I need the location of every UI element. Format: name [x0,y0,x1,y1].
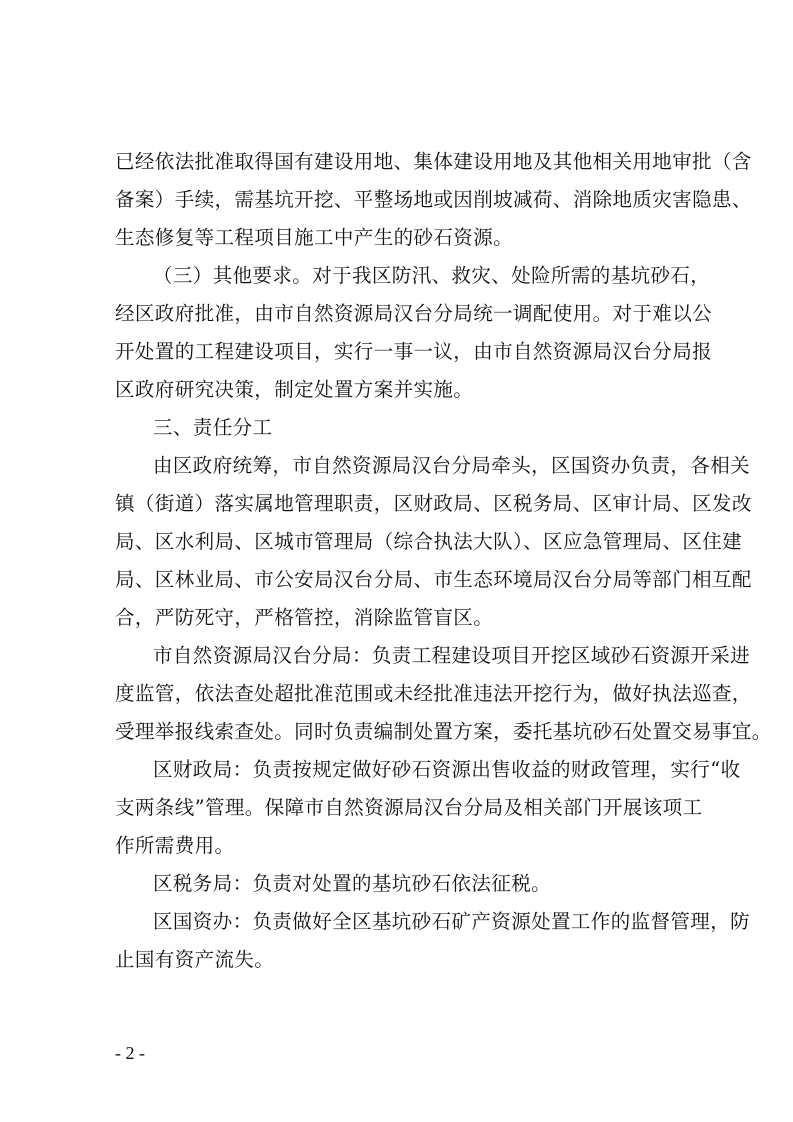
text-line: 受理举报线索查处。同时负责编制处置方案，委托基坑砂石处置交易事宜。 [115,720,772,743]
text-line: 已经依法批准取得国有建设用地、集体建设用地及其他相关用地审批（含 [115,150,752,173]
text-line: 度监管，依法查处超批准范围或未经批准违法开挖行为，做好执法巡查， [115,682,752,705]
text-line: 生态修复等工程项目施工中产生的砂石资源。 [115,226,514,249]
text-line: 作所需费用。 [115,834,235,857]
text-line: 市自然资源局汉台分局：负责工程建设项目开挖区域砂石资源开采进 [153,644,751,667]
text-line: 区国资办：负责做好全区基坑砂石矿产资源处置工作的监督管理，防 [153,910,751,933]
text-line: 区财政局：负责按规定做好砂石资源出售收益的财政管理，实行“收 [153,758,741,781]
text-line: 经区政府批准，由市自然资源局汉台分局统一调配使用。对于难以公 [115,302,713,325]
text-line: 局、区水利局、区城市管理局（综合执法大队）、区应急管理局、区住建 [115,530,743,553]
text-line: 开处置的工程建设项目，实行一事一议，由市自然资源局汉台分局报 [115,340,713,363]
text-line: 局、区林业局、市公安局汉台分局、市生态环境局汉台分局等部门相互配 [115,568,752,591]
page-number: - 2 - [115,1043,145,1063]
text-line: 止国有资产流失。 [115,948,275,971]
text-line: 支两条线”管理。保障市自然资源局汉台分局及相关部门开展该项工 [115,796,703,819]
text-line: 镇（街道）落实属地管理职责，区财政局、区税务局、区审计局、区发改 [115,492,752,515]
text-line: 区政府研究决策，制定处置方案并实施。 [115,378,474,401]
text-line: 由区政府统筹，市自然资源局汉台分局牵头，区国资办负责，各相关 [153,454,751,477]
text-line: 区税务局：负责对处置的基坑砂石依法征税。 [153,872,552,895]
section-heading-other-requirements: （三）其他要求。对于我区防汛、救灾、处险所需的基坑砂石， [153,264,711,287]
text-line: 备案）手续，需基坑开挖、平整场地或因削坡减荷、消除地质灾害隐患、 [115,188,752,211]
text-line: 合，严防死守，严格管控，消除监管盲区。 [115,606,494,629]
section-heading-responsibilities: 三、责任分工 [153,416,273,439]
